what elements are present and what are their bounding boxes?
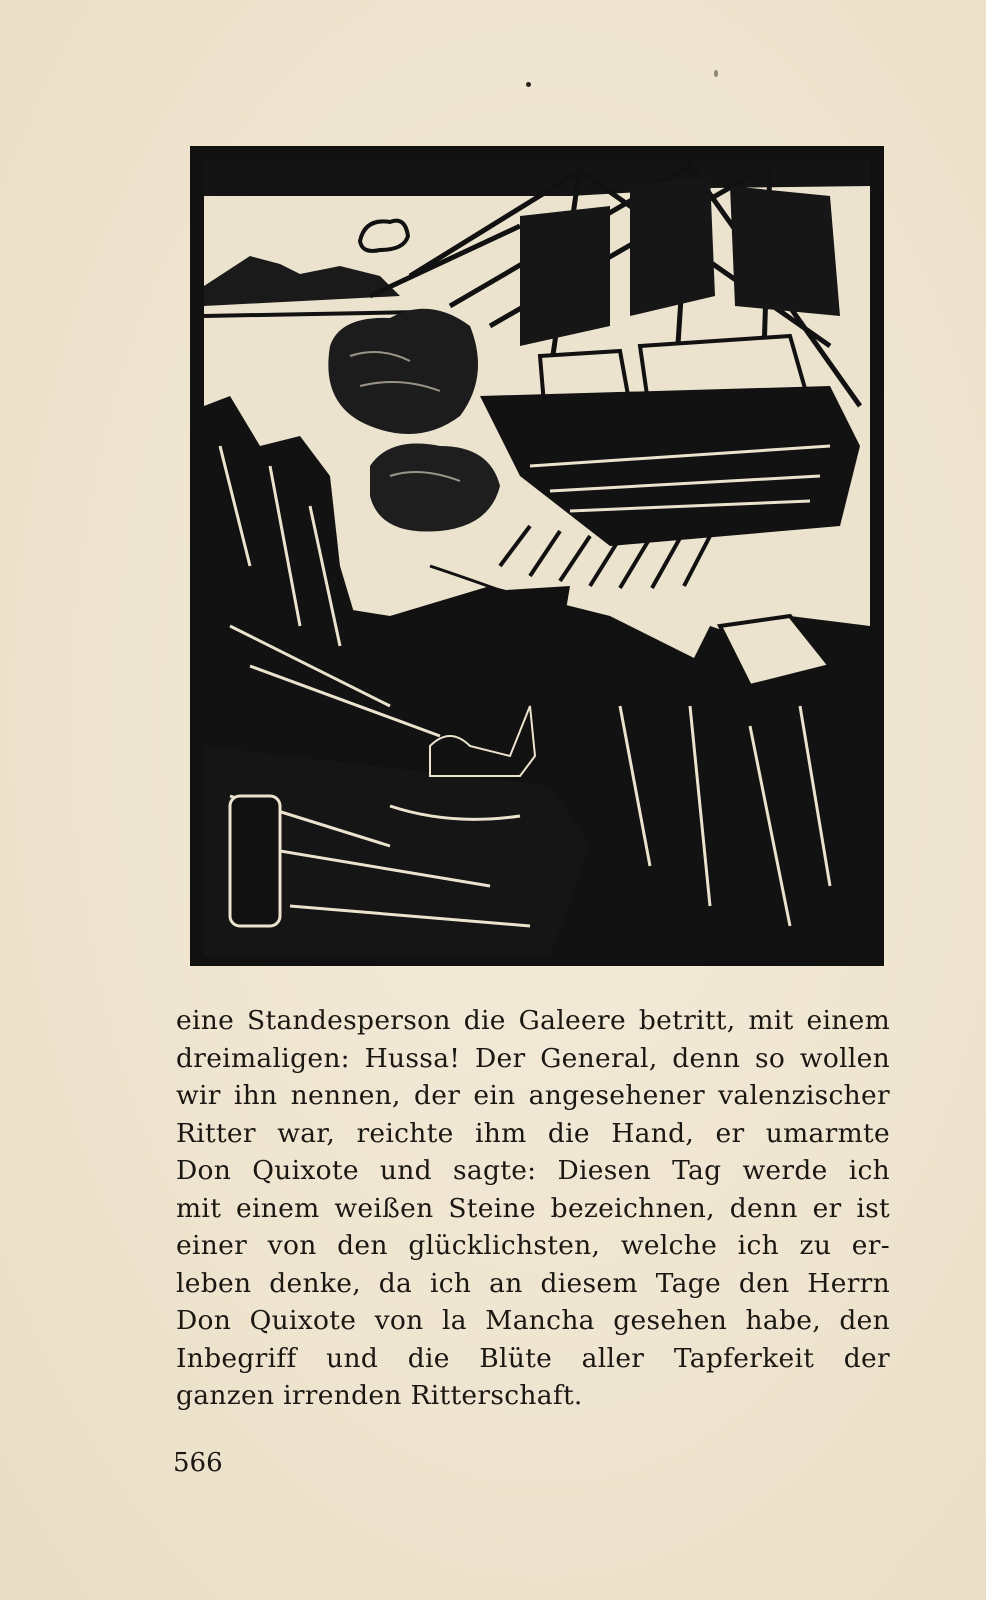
woodcut-illustration [190, 146, 884, 966]
text-line: Inbegriff und die Blüte aller Tapferkeit der [176, 1342, 890, 1374]
text-line: ganzen irrenden Ritterschaft. [176, 1380, 583, 1411]
text-line: mit einem weißen Steine bezeichnen, denn er ist [176, 1192, 890, 1224]
body-paragraph [176, 1002, 890, 1415]
text-line: einer von den glücklichsten, welche ich zu er- [176, 1230, 890, 1261]
ink-speck [526, 82, 531, 87]
ink-speck [714, 70, 718, 77]
text-line: dreimaligen: Hussa! Der General, denn so wollen [176, 1042, 890, 1074]
text-line: Don Quixote und sagte: Diesen Tag werde ich [176, 1155, 890, 1186]
text-line: Ritter war, reichte ihm die Hand, er umarmte [176, 1117, 890, 1149]
text-line: leben denke, da ich an diesem Tage den Herrn [176, 1267, 890, 1299]
page-number: 566 [173, 1448, 223, 1478]
woodcut-image [190, 146, 884, 966]
text-line: wir ihn nennen, der ein angesehener valenzischer [176, 1080, 890, 1111]
text-line: eine Standesperson die Galeere betritt, mit einem [176, 1005, 890, 1036]
text-line: Don Quixote von la Mancha gesehen habe, den [176, 1305, 890, 1336]
